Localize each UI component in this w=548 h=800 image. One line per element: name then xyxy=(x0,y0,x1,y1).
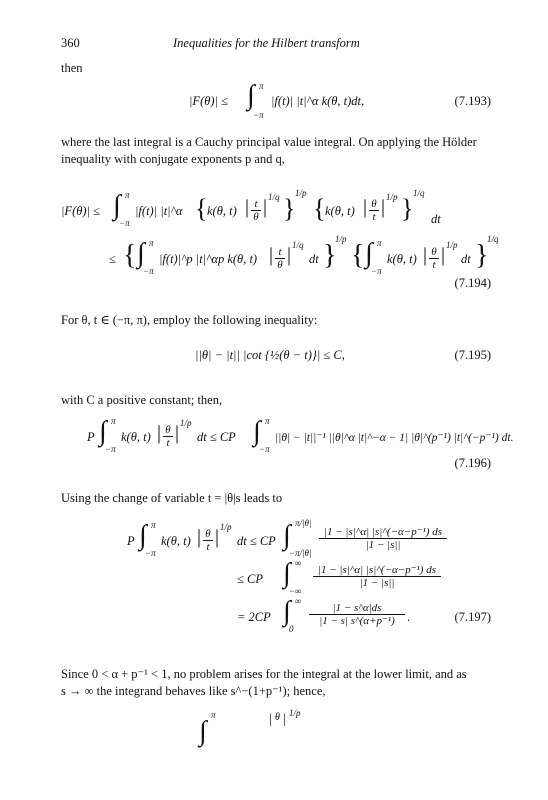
paragraph-4: Using the change of variable t = |θ|s leads to xyxy=(61,491,283,505)
equation-partial: π | θ | 1/p ∫ xyxy=(199,708,301,747)
p1-line1: where the last integral is a Cauchy principal value integral. On applying the Hölder xyxy=(61,135,477,149)
fraction: $\frac{|1 - s\^{}\alpha|ds}{\text{|1 − s| s\textasciicircum{}(α+p⁻¹)}}$ xyxy=(309,602,405,627)
fraction: $\frac{\text{|1 − |s|\textasciicircum{}α| |s|\textasciicircum{}(−α−p⁻¹) ds}}{|1 - |s||}$ xyxy=(313,564,441,589)
text-then: then xyxy=(61,61,83,75)
paragraph-2: For θ, t ∈ (−π, π), employ the following inequality: xyxy=(61,313,318,327)
eq-mid-2: |f(t)|^p |t|^αp k(θ, t) xyxy=(159,252,258,266)
fraction: $\frac{t}{\theta}$ xyxy=(251,198,261,223)
upper-limit: π xyxy=(259,81,264,91)
integral-sign: ∫ xyxy=(99,416,107,447)
fraction: $\frac{\theta}{t}$ xyxy=(429,246,439,271)
p5-line1: Since 0 < α + p⁻¹ < 1, no problem arises for the integral at the lower limit, and as xyxy=(61,667,467,681)
integral-sign: ∫ xyxy=(137,238,145,269)
p1-line2: inequality with conjugate exponents p and q, xyxy=(61,152,285,166)
lower-limit: −π xyxy=(119,218,130,228)
page-bottom-cutoff xyxy=(0,772,548,800)
paragraph-3: with C a positive constant; then, xyxy=(61,393,223,407)
upper-limit: π xyxy=(125,190,130,200)
paragraph-5 xyxy=(61,666,491,700)
fraction: $\frac{\theta}{t}$ xyxy=(369,198,379,223)
equation-7-193 xyxy=(61,80,491,120)
eq-rhs: dt ≤ CP xyxy=(197,430,236,444)
lower-limit: −π xyxy=(253,110,264,120)
equation-number: (7.194) xyxy=(454,276,491,290)
equation-number: (7.195) xyxy=(454,348,491,362)
equation-7-195 xyxy=(61,338,491,374)
eq-tail: ||θ| − |t||⁻¹ ||θ|^α |t|^−α − 1| |θ|^(p⁻¹) |t|^(−p⁻¹) dt. xyxy=(275,432,514,444)
fraction: $\frac{\text{|1 − |s|\textasciicircum{}α| |s|\textasciicircum{}(−α−p⁻¹) ds}}{|1 - |s||}$ xyxy=(319,526,447,551)
eq-body: |f(t)| |t|^α k(θ, t)dt, xyxy=(271,94,365,108)
running-header xyxy=(61,36,491,52)
eq-body: ||θ| − |t|| |cot {½(θ − t)}| ≤ C, xyxy=(195,348,345,362)
equation-number: (7.197) xyxy=(454,610,491,624)
eq-lhs: |F(θ)| ≤ xyxy=(189,94,228,108)
integral-sign: ∫ xyxy=(139,520,147,551)
integral-sign: ∫ xyxy=(113,190,121,221)
fraction: $\frac{\theta}{t}$ xyxy=(203,528,213,553)
running-title: Inequalities for the Hilbert transform xyxy=(173,36,360,50)
fraction: $\frac{t}{\theta}$ xyxy=(275,246,285,271)
eq-mid: |f(t)| |t|^α xyxy=(135,204,183,218)
fraction: $\frac{\theta}{t}$ xyxy=(163,424,173,449)
equation-number: (7.193) xyxy=(454,94,491,108)
integral-sign: ∫ xyxy=(247,80,255,111)
eq-lhs: |F(θ)| ≤ xyxy=(61,204,100,218)
equation-7-196: P ∫ π −π k(θ, t) | $\frac{\theta}{t}$ | 1/p dt ≤ CP ∫ π −π ||θ| − |t||⁻¹ ||θ|^α |t|^−α − 1| |θ|^(p⁻¹) |t|^(−p⁻¹) dt. (7.196) xyxy=(87,416,514,470)
equation-number: (7.196) xyxy=(454,456,491,470)
equation-7-194: |F(θ)| ≤ ∫ π −π |f(t)| |t|^α { k(θ, t) | $\frac{t}{\theta}$ | 1/q } 1/p { k(θ, t) | $\frac{\theta}{t}$ | 1/p } 1/q dt ≤ { ∫ π −π |f(t)|^p |t|^αp k(θ, t) | $\frac{t}{\theta}$ | 1/q dt } 1/p { ∫ π −π k(θ, t) | $\frac{\theta}{t}$ | 1/p dt } 1/q (7.194) xyxy=(61,188,499,290)
paragraph-holder xyxy=(61,134,491,168)
page-number: 360 xyxy=(61,36,80,50)
p5-line2: s → ∞ the integrand behaves like s^−(1+p⁻¹); hence, xyxy=(61,684,326,698)
equation-7-197: P ∫ π −π k(θ, t) | $\frac{\theta}{t}$ | 1/p dt ≤ CP ∫ π/|θ| −π/|θ| $\frac{\text{|1 − |s|\textasciicircum{}α| |s|\textasciicircum{}(−α−p⁻¹) ds}}{|1 - |s||}$ ≤ CP ∫ ∞ −∞ $\frac{\text{|1 − |s|\textasciicircum{}α| |s|\textasciicircum{}(−α−p⁻¹) ds}}{|1 - |s||}$ = 2CP ∫ ∞ 0 $\frac{|1 - s\^{}\alpha|ds}{\text{|1 − s| s\textasciicircum{}(α+p⁻¹)}}$ . (7.197) xyxy=(127,518,491,634)
